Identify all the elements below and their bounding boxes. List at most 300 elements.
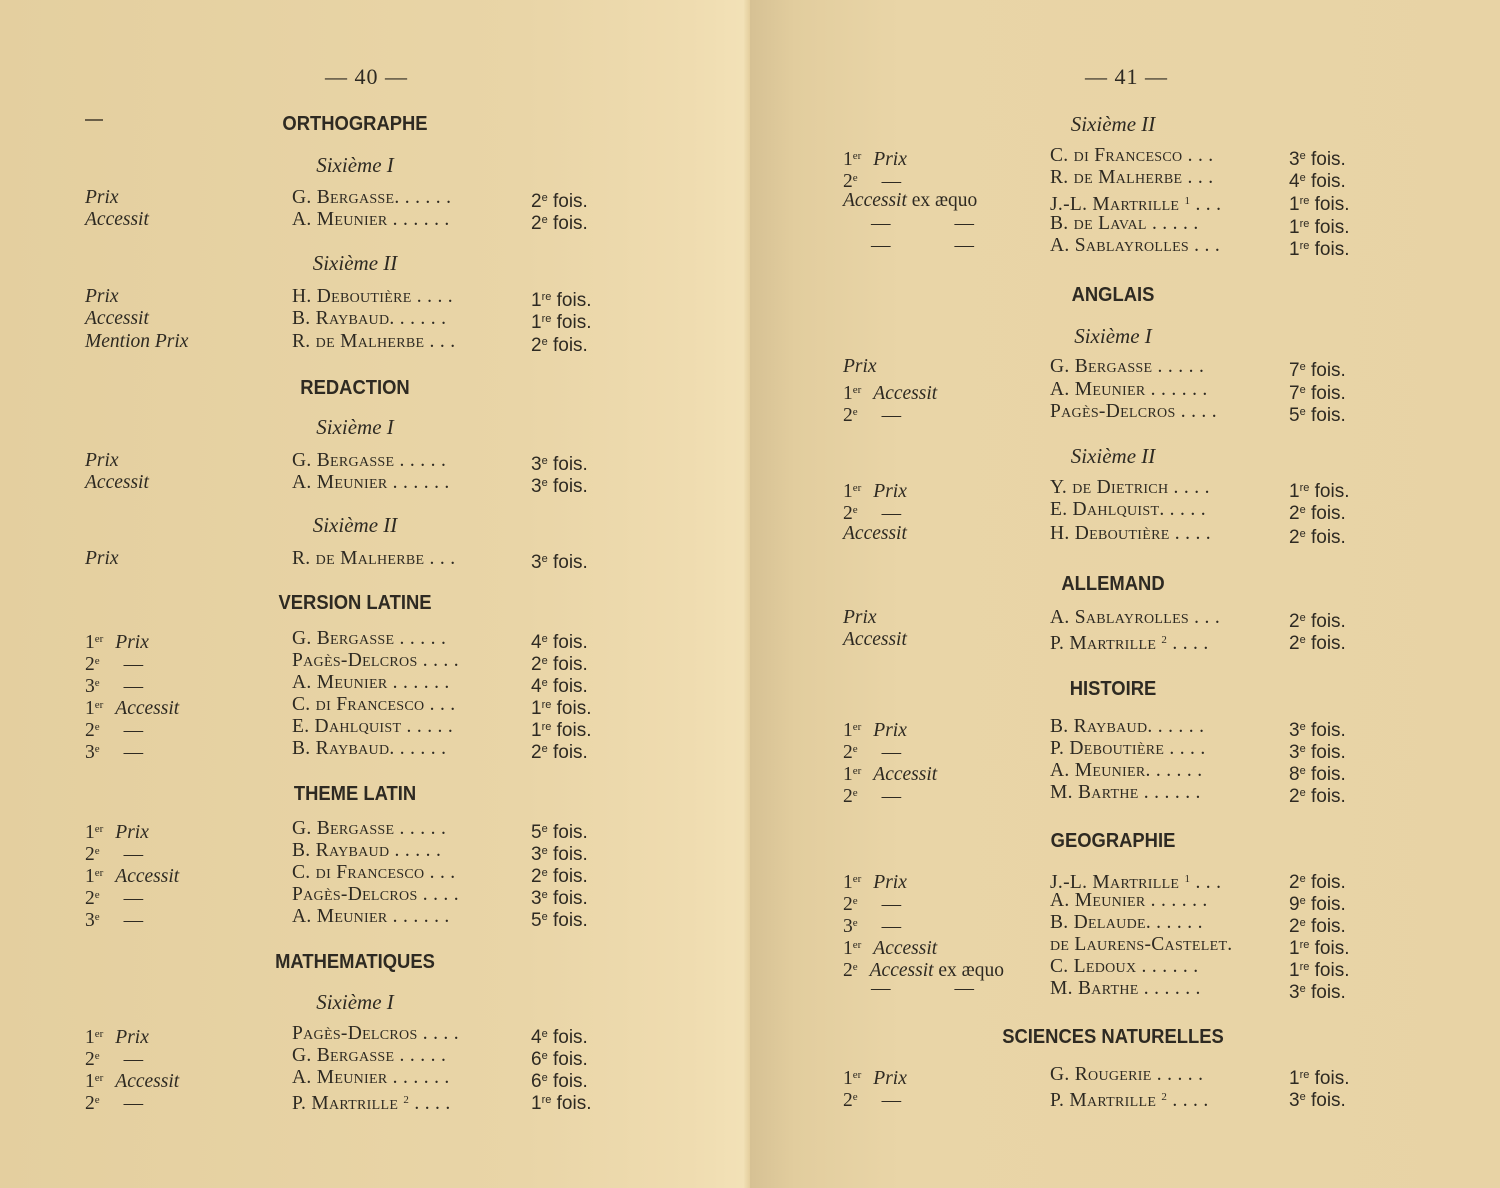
prize-label: Prix — [85, 450, 119, 471]
prize-row — [843, 145, 1383, 170]
times-label: fois. — [1305, 171, 1346, 192]
rank-number: 2 — [843, 742, 853, 763]
section-title: VERSION LATINE — [278, 592, 432, 614]
student-name-text: G. Bergasse . . . . . — [292, 818, 447, 839]
times-label: fois. — [1305, 982, 1346, 1003]
prize-rank — [85, 286, 119, 308]
times-label: fois. — [547, 888, 588, 909]
times-number: 2 — [1289, 916, 1300, 937]
rank-number: 1 — [85, 1071, 95, 1092]
times-label: fois. — [547, 454, 588, 475]
times-count — [1289, 1086, 1346, 1112]
times-number: 6 — [531, 1049, 542, 1070]
student-name-text: G. Rougerie . . . . . — [1050, 1064, 1204, 1085]
times-number: 3 — [531, 454, 542, 475]
prize-label: — — [123, 1049, 144, 1070]
times-label: fois. — [1309, 938, 1350, 959]
prize-row — [843, 956, 1383, 981]
rank-number: 2 — [85, 1093, 95, 1114]
times-label: fois. — [1309, 1068, 1350, 1089]
prize-row — [85, 862, 625, 887]
times-label: fois. — [547, 1049, 588, 1070]
times-number: 2 — [531, 742, 542, 763]
prize-label: Accessit — [843, 629, 907, 650]
student-name — [1050, 356, 1204, 378]
times-ordinal: re — [541, 699, 552, 711]
times-label: fois. — [551, 312, 592, 333]
leader-dots: . . . — [1190, 194, 1222, 215]
prize-row — [843, 934, 1383, 959]
times-number: 1 — [1289, 481, 1300, 502]
rank-ordinal: er — [852, 939, 862, 951]
footnote-marker: 1 — [1184, 195, 1191, 207]
times-number: 2 — [531, 213, 542, 234]
times-ordinal: e — [541, 336, 548, 348]
leader-dots: . . . . — [1167, 633, 1209, 654]
times-label: fois. — [547, 844, 588, 865]
class-subtitle: Sixième I — [316, 153, 394, 177]
student-name — [1050, 760, 1202, 782]
student-name-text: B. Raybaud. . . . . . — [1050, 716, 1205, 737]
student-name — [292, 650, 459, 672]
times-ordinal: e — [1299, 361, 1306, 373]
student-name-text: R. de Malherbe . . . — [292, 331, 456, 352]
student-name-text: E. Dahlquist. . . . . — [1050, 499, 1206, 520]
student-name — [292, 187, 451, 209]
rank-number: 1 — [85, 822, 95, 843]
prize-extra: ex æquo — [933, 960, 1004, 981]
student-name — [1050, 167, 1213, 189]
student-name-text: J.-L. Martrille — [1050, 194, 1185, 215]
class-subtitle: Sixième II — [312, 251, 398, 275]
times-label: fois. — [1309, 960, 1350, 981]
rank-number: 1 — [843, 481, 853, 502]
times-label: fois. — [1305, 405, 1346, 426]
student-name — [292, 548, 455, 570]
student-name-text: A. Meunier . . . . . . — [292, 906, 450, 927]
prize-label: — — [881, 171, 902, 192]
prize-rank — [85, 738, 143, 764]
prize-row — [843, 523, 1383, 548]
times-number: 2 — [531, 191, 542, 212]
times-ordinal: e — [1299, 787, 1306, 799]
prize-rank — [843, 499, 901, 525]
prize-rank — [843, 629, 907, 651]
student-name-text: H. Deboutière . . . . — [1050, 523, 1211, 544]
times-ordinal: e — [541, 867, 548, 879]
times-number: 1 — [1289, 194, 1300, 215]
times-label: fois. — [1309, 194, 1350, 215]
prize-row — [85, 472, 625, 497]
student-name — [1050, 934, 1233, 956]
student-name — [1050, 145, 1213, 167]
student-name-text: A. Meunier . . . . . . — [292, 672, 450, 693]
rank-ordinal: e — [94, 721, 100, 733]
rank-ordinal: e — [852, 1091, 858, 1103]
rank-number: 2 — [85, 888, 95, 909]
times-label: fois. — [547, 654, 588, 675]
student-name — [292, 308, 446, 330]
rank-ordinal: e — [94, 743, 100, 755]
times-number: 3 — [1289, 149, 1300, 170]
student-name-text: G. Bergasse. . . . . . — [292, 187, 452, 208]
times-count — [1289, 401, 1346, 427]
prize-label: Accessit — [115, 698, 180, 719]
times-ordinal: e — [1299, 721, 1306, 733]
prize-label: Accessit — [85, 308, 149, 329]
prize-label: Accessit — [869, 960, 934, 981]
section-title: GEOGRAPHIE — [1050, 830, 1176, 852]
rank-number: 1 — [843, 149, 853, 170]
prize-label: Prix — [843, 356, 877, 377]
prize-row — [843, 629, 1383, 654]
prize-label: — — [881, 786, 902, 807]
rank-ordinal: e — [852, 895, 858, 907]
prize-row — [85, 548, 625, 573]
times-number: 3 — [1289, 982, 1300, 1003]
class-subtitle: Sixième II — [312, 513, 398, 537]
prize-label: — — [123, 844, 144, 865]
prize-row — [85, 286, 625, 311]
rank-number: 3 — [85, 910, 95, 931]
prize-extra: — — [954, 213, 974, 234]
times-label: fois. — [1305, 742, 1346, 763]
times-label: fois. — [1305, 611, 1346, 632]
student-name-text: G. Bergasse . . . . . — [292, 628, 447, 649]
times-number: 1 — [531, 698, 542, 719]
section-title: ORTHOGRAPHE — [282, 113, 428, 135]
student-name — [292, 628, 446, 650]
student-name-text: A. Meunier . . . . . . — [1050, 890, 1208, 911]
prize-row — [843, 167, 1383, 192]
times-number: 9 — [1289, 894, 1300, 915]
times-ordinal: e — [541, 677, 548, 689]
rank-ordinal: er — [852, 150, 862, 162]
student-name-text: A. Meunier . . . . . . — [1050, 379, 1208, 400]
student-name — [292, 209, 450, 231]
prize-extra: — — [954, 235, 974, 256]
times-label: fois. — [551, 290, 592, 311]
prize-row — [85, 694, 625, 719]
student-name — [1050, 782, 1201, 804]
rank-ordinal: e — [852, 743, 858, 755]
times-label: fois. — [1305, 894, 1346, 915]
rank-ordinal: e — [852, 787, 858, 799]
student-name — [1050, 235, 1220, 257]
student-name-text: C. Ledoux . . . . . . — [1050, 956, 1199, 977]
student-name — [292, 1023, 459, 1045]
page-number: — 40 — — [325, 64, 408, 89]
times-label: fois. — [547, 866, 588, 887]
prize-label: — — [881, 1090, 902, 1111]
times-count — [531, 1089, 591, 1115]
section-title: REDACTION — [300, 377, 410, 399]
times-number: 1 — [1289, 960, 1300, 981]
prize-row — [85, 650, 625, 675]
student-name — [292, 1067, 450, 1089]
section-title: SCIENCES NATURELLES — [1002, 1026, 1224, 1048]
prize-row — [85, 672, 625, 697]
prize-rank — [843, 523, 907, 545]
times-count — [531, 906, 588, 932]
footnote-marker: 2 — [403, 1094, 410, 1106]
prize-rank — [85, 187, 119, 209]
times-number: 5 — [531, 910, 542, 931]
times-number: 5 — [1289, 405, 1300, 426]
rank-ordinal: e — [94, 1050, 100, 1062]
prize-row — [843, 912, 1383, 937]
student-name — [292, 1045, 446, 1067]
prize-rank — [85, 308, 149, 330]
prize-row — [85, 738, 625, 763]
prize-row — [85, 906, 625, 931]
times-ordinal: re — [541, 313, 552, 325]
times-ordinal: re — [1299, 961, 1310, 973]
prize-label: — — [123, 742, 144, 763]
prize-label: — — [871, 235, 891, 256]
prize-row — [843, 738, 1383, 763]
rank-number: 2 — [85, 654, 95, 675]
times-number: 3 — [531, 888, 542, 909]
student-name — [1050, 499, 1206, 521]
prize-row — [843, 760, 1383, 785]
times-number: 1 — [531, 720, 542, 741]
times-number: 3 — [531, 476, 542, 497]
times-ordinal: e — [541, 633, 548, 645]
prize-label: Accessit — [843, 190, 907, 211]
times-ordinal: re — [541, 721, 552, 733]
rank-number: 2 — [843, 1090, 853, 1111]
prize-row — [85, 331, 625, 356]
times-ordinal: e — [541, 1050, 548, 1062]
times-number: 4 — [531, 632, 542, 653]
prize-row — [85, 1067, 625, 1092]
student-name-text: M. Barthe . . . . . . — [1050, 978, 1201, 999]
times-ordinal: re — [1299, 1069, 1310, 1081]
times-label: fois. — [547, 822, 588, 843]
times-ordinal: e — [541, 655, 548, 667]
student-name — [292, 716, 453, 738]
times-ordinal: e — [1299, 172, 1306, 184]
rank-number: 1 — [85, 698, 95, 719]
times-ordinal: re — [541, 291, 552, 303]
student-name — [1050, 401, 1217, 423]
times-label: fois. — [1305, 360, 1346, 381]
prize-label: — — [123, 1093, 144, 1114]
prize-row — [843, 499, 1383, 524]
times-count — [531, 738, 588, 764]
prize-row — [843, 356, 1383, 381]
right-page — [750, 0, 1500, 1188]
prize-rank — [85, 472, 149, 494]
leader-dots: . . . . — [1167, 1090, 1209, 1111]
rank-number: 2 — [843, 405, 853, 426]
times-number: 1 — [531, 290, 542, 311]
times-number: 3 — [1289, 1090, 1300, 1111]
prize-label: Prix — [873, 481, 907, 502]
student-name — [1050, 1064, 1203, 1086]
student-name-text: B. de Laval . . . . . — [1050, 213, 1199, 234]
rank-ordinal: er — [852, 482, 862, 494]
times-label: fois. — [547, 335, 588, 356]
times-label: fois. — [1305, 720, 1346, 741]
times-label: fois. — [1305, 786, 1346, 807]
rank-ordinal: er — [852, 765, 862, 777]
prize-rank — [843, 401, 901, 427]
student-name-text: J.-L. Martrille — [1050, 872, 1185, 893]
prize-label: — — [871, 213, 891, 234]
times-ordinal: re — [541, 1094, 552, 1106]
prize-row — [85, 818, 625, 843]
rank-ordinal: er — [94, 1028, 104, 1040]
rank-number: 3 — [843, 916, 853, 937]
rank-ordinal: e — [852, 172, 858, 184]
times-ordinal: e — [541, 1028, 548, 1040]
leader-dots: . . . . — [409, 1093, 451, 1114]
prize-row — [85, 187, 625, 212]
student-name — [292, 472, 450, 494]
prize-row — [843, 401, 1383, 426]
section-title: HISTOIRE — [1069, 678, 1157, 700]
rank-ordinal: e — [94, 911, 100, 923]
times-ordinal: e — [541, 911, 548, 923]
student-name — [1050, 213, 1199, 235]
prize-row — [843, 868, 1383, 893]
times-ordinal: e — [1299, 765, 1306, 777]
times-label: fois. — [551, 720, 592, 741]
times-label: fois. — [1305, 149, 1346, 170]
prize-rank — [843, 213, 974, 235]
student-name — [292, 818, 446, 840]
times-ordinal: e — [1299, 743, 1306, 755]
class-subtitle: Sixième I — [316, 990, 394, 1014]
prize-row — [843, 213, 1383, 238]
times-ordinal: e — [1299, 528, 1306, 540]
rank-number: 1 — [843, 720, 853, 741]
times-label: fois. — [547, 476, 588, 497]
times-number: 1 — [531, 312, 542, 333]
student-name-text: P. Martrille — [1050, 633, 1162, 654]
times-count — [531, 331, 588, 357]
section-title: ANGLAIS — [1071, 284, 1155, 306]
times-label: fois. — [547, 1027, 588, 1048]
prize-label: — — [123, 888, 144, 909]
times-label: fois. — [547, 213, 588, 234]
times-ordinal: e — [1299, 612, 1306, 624]
student-name-text: A. Meunier . . . . . . — [292, 209, 450, 230]
prize-label: Prix — [85, 286, 119, 307]
student-name-text: G. Bergasse . . . . . — [292, 450, 447, 471]
student-name-text: C. di Francesco . . . — [292, 862, 456, 883]
student-name — [1050, 629, 1209, 655]
student-name-text: A. Meunier . . . . . . — [292, 472, 450, 493]
student-name — [292, 1089, 451, 1115]
rank-number: 2 — [843, 960, 853, 981]
times-number: 2 — [531, 866, 542, 887]
section-title: THEME LATIN — [293, 783, 417, 805]
times-ordinal: e — [1299, 384, 1306, 396]
prize-label: Accessit — [873, 764, 938, 785]
prize-row — [85, 628, 625, 653]
times-ordinal: e — [1299, 917, 1306, 929]
student-name-text: B. Raybaud . . . . . — [292, 840, 442, 861]
rank-ordinal: er — [94, 699, 104, 711]
prize-row — [843, 477, 1383, 502]
student-name — [1050, 738, 1206, 760]
times-number: 2 — [531, 335, 542, 356]
class-subtitle: Sixième I — [1074, 324, 1152, 348]
student-name-text: de Laurens-Castelet. — [1050, 934, 1233, 955]
rank-ordinal: er — [852, 721, 862, 733]
rank-ordinal: er — [94, 867, 104, 879]
student-name-text: A. Sablayrolles . . . — [1050, 607, 1221, 628]
times-label: fois. — [1309, 239, 1350, 260]
times-number: 1 — [1289, 217, 1300, 238]
times-ordinal: e — [1299, 1091, 1306, 1103]
times-number: 7 — [1289, 360, 1300, 381]
times-number: 2 — [1289, 527, 1300, 548]
prize-label: Accessit — [115, 866, 180, 887]
prize-label: Prix — [85, 187, 119, 208]
prize-label: Prix — [873, 149, 907, 170]
times-number: 4 — [531, 1027, 542, 1048]
student-name — [1050, 956, 1198, 978]
prize-rank — [843, 978, 974, 1000]
times-number: 8 — [1289, 764, 1300, 785]
student-name-text: A. Sablayrolles . . . — [1050, 235, 1221, 256]
times-count — [1289, 523, 1346, 549]
prize-label: Accessit — [873, 938, 938, 959]
rank-number: 2 — [85, 1049, 95, 1070]
times-label: fois. — [1305, 764, 1346, 785]
leader-dots: . . . — [1190, 872, 1222, 893]
times-count — [1289, 782, 1346, 808]
times-ordinal: e — [1299, 150, 1306, 162]
student-name-text: G. Bergasse . . . . . — [1050, 356, 1205, 377]
times-number: 2 — [1289, 786, 1300, 807]
rank-number: 1 — [85, 866, 95, 887]
times-number: 7 — [1289, 383, 1300, 404]
times-number: 2 — [1289, 872, 1300, 893]
student-name-text: Pagès-Delcros . . . . — [1050, 401, 1217, 422]
times-ordinal: e — [1299, 504, 1306, 516]
times-ordinal: e — [1299, 873, 1306, 885]
times-label: fois. — [547, 742, 588, 763]
class-subtitle: Sixième I — [316, 415, 394, 439]
times-number: 2 — [1289, 611, 1300, 632]
student-name — [1050, 379, 1208, 401]
times-ordinal: re — [1299, 482, 1310, 494]
prize-row — [85, 450, 625, 475]
student-name-text: P. Martrille — [292, 1093, 404, 1114]
times-ordinal: e — [1299, 406, 1306, 418]
student-name-text: R. de Malherbe . . . — [1050, 167, 1214, 188]
times-label: fois. — [1305, 503, 1346, 524]
prize-label: Prix — [873, 1068, 907, 1089]
student-name — [292, 840, 441, 862]
prize-rank — [85, 209, 149, 231]
prize-rank — [85, 548, 119, 570]
prize-label: Accessit — [85, 209, 149, 230]
prize-row — [85, 209, 625, 234]
times-count — [1289, 235, 1349, 261]
prize-row — [85, 1089, 625, 1114]
times-ordinal: e — [541, 1072, 548, 1084]
rank-ordinal: e — [852, 917, 858, 929]
prize-row — [843, 978, 1383, 1003]
times-ordinal: re — [1299, 939, 1310, 951]
prize-rank — [843, 782, 901, 808]
